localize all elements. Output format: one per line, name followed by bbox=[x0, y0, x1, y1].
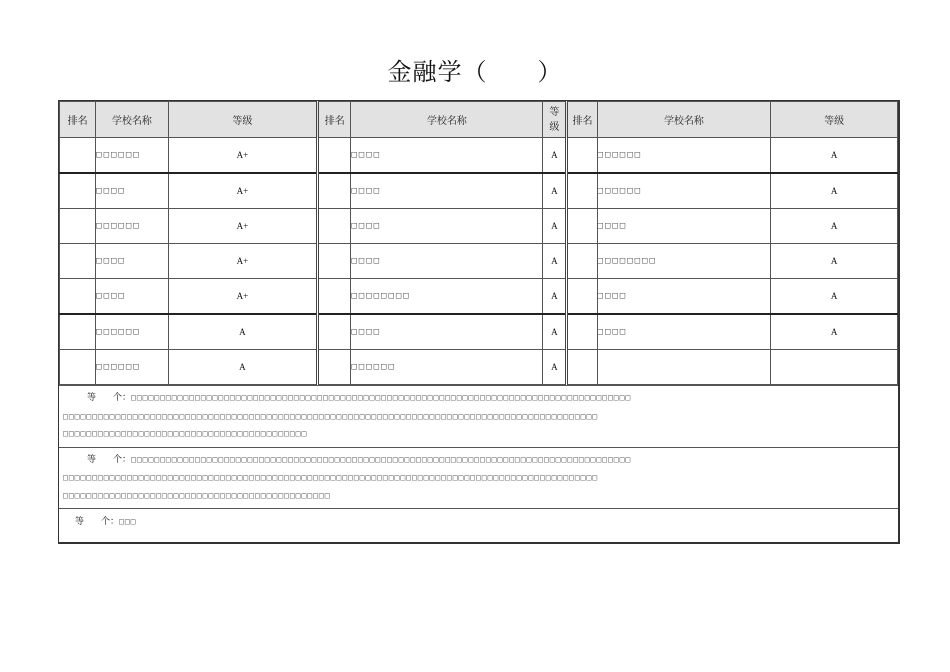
rank-cell bbox=[318, 138, 351, 174]
notes-section bbox=[59, 385, 898, 542]
grade-cell: A bbox=[543, 314, 567, 350]
grade-cell: A bbox=[168, 314, 318, 350]
rank-cell bbox=[567, 209, 597, 244]
table-row bbox=[60, 279, 898, 315]
school-name-cell: □□□□□□□□ bbox=[351, 279, 543, 315]
note-label-b: 个： bbox=[113, 454, 132, 465]
rank-cell bbox=[567, 138, 597, 174]
rank-cell bbox=[567, 314, 597, 350]
header-grade-2-bottom: 级 bbox=[549, 121, 560, 133]
school-name-cell: □□□□ bbox=[351, 244, 543, 279]
note-label-a: 等 bbox=[87, 393, 97, 403]
header-row bbox=[60, 102, 898, 138]
school-name-cell: □□□□□□ bbox=[96, 138, 168, 174]
grade-cell: A+ bbox=[168, 279, 318, 315]
rank-cell bbox=[318, 173, 351, 209]
rank-cell bbox=[318, 350, 351, 385]
rank-cell bbox=[60, 209, 96, 244]
note-label-b: 个： bbox=[101, 517, 120, 527]
grade-cell: A+ bbox=[168, 244, 318, 279]
table-row bbox=[60, 173, 898, 209]
table-row bbox=[60, 350, 898, 385]
school-name-cell: □□□□ bbox=[351, 314, 543, 350]
school-name-cell: □□□□ bbox=[597, 279, 771, 315]
note-label-a: 等 bbox=[75, 517, 85, 527]
grade-cell: A bbox=[771, 173, 898, 209]
school-name-cell: □□□□ bbox=[597, 209, 771, 244]
grade-cell: A bbox=[543, 138, 567, 174]
header-grade-1: 等级 bbox=[168, 102, 318, 138]
table-row bbox=[60, 314, 898, 350]
grade-cell: A bbox=[543, 173, 567, 209]
grade-cell: A bbox=[771, 138, 898, 174]
note-line: □□□□□□□□□□□□□□□□□□□□□□□□□□□□□□□□□□□□□□□□□□□□□□ bbox=[63, 490, 331, 500]
note-block bbox=[59, 386, 898, 448]
school-name-cell: □□□□□□ bbox=[96, 209, 168, 244]
header-rank-3: 排名 bbox=[567, 102, 597, 138]
grade-cell: A bbox=[543, 350, 567, 385]
rank-cell bbox=[60, 279, 96, 315]
school-name-cell: □□□□ bbox=[96, 279, 168, 315]
rank-cell bbox=[567, 244, 597, 279]
header-grade-3: 等级 bbox=[771, 102, 898, 138]
grade-cell: A bbox=[543, 279, 567, 315]
grade-cell: A bbox=[771, 244, 898, 279]
note-label-a: 等 bbox=[87, 454, 97, 465]
rank-cell bbox=[318, 209, 351, 244]
header-grade-2-top: 等 bbox=[549, 106, 560, 118]
rank-cell bbox=[60, 350, 96, 385]
rank-cell bbox=[318, 279, 351, 315]
rank-cell bbox=[567, 279, 597, 315]
rank-cell bbox=[567, 173, 597, 209]
rank-cell bbox=[318, 314, 351, 350]
school-name-cell: □□□□□□ bbox=[351, 350, 543, 385]
page-title: 金融学（ ） bbox=[387, 58, 563, 86]
rank-cell bbox=[60, 314, 96, 350]
grade-cell: A bbox=[771, 209, 898, 244]
rank-cell bbox=[60, 244, 96, 279]
school-name-cell: □□□□□□□□ bbox=[597, 244, 771, 279]
school-name-cell: □□□□ bbox=[351, 173, 543, 209]
ranking-table bbox=[59, 101, 898, 385]
school-name-cell: □□□□□□ bbox=[96, 314, 168, 350]
grade-cell: A bbox=[168, 350, 318, 385]
note-line: □□□ bbox=[119, 517, 137, 526]
rank-cell bbox=[567, 350, 597, 385]
grade-cell: A bbox=[543, 209, 567, 244]
note-line: □□□□□□□□□□□□□□□□□□□□□□□□□□□□□□□□□□□□□□□□□□□□□□□□□□□□□□□□□□□□□□□□□□□□□□□□□□□□□□□□□□□□□□ bbox=[131, 454, 632, 464]
table-row bbox=[60, 244, 898, 279]
rank-cell bbox=[318, 244, 351, 279]
note-label-b: 个： bbox=[113, 393, 132, 403]
header-school-1: 学校名称 bbox=[96, 102, 168, 138]
grade-cell: A bbox=[771, 314, 898, 350]
header-rank-2: 排名 bbox=[318, 102, 351, 138]
school-name-cell: □□□□□□ bbox=[96, 350, 168, 385]
school-name-cell: □□□□□□ bbox=[597, 173, 771, 209]
school-name-cell: □□□□ bbox=[351, 138, 543, 174]
school-name-cell: □□□□□□ bbox=[597, 138, 771, 174]
table-row bbox=[60, 138, 898, 174]
note-line: □□□□□□□□□□□□□□□□□□□□□□□□□□□□□□□□□□□□□□□□□□□□□□□□□□□□□□□□□□□□□□□□□□□□□□□□□□□□□□□□□□□□□□ bbox=[131, 393, 632, 402]
rank-cell bbox=[60, 138, 96, 174]
note-block bbox=[59, 448, 898, 510]
grade-cell: A+ bbox=[168, 209, 318, 244]
grade-cell: A+ bbox=[168, 138, 318, 174]
school-name-cell: □□□□ bbox=[597, 314, 771, 350]
note-block bbox=[59, 509, 898, 542]
ranking-sheet bbox=[58, 100, 900, 544]
school-name-cell: □□□□ bbox=[96, 173, 168, 209]
header-school-3: 学校名称 bbox=[597, 102, 771, 138]
school-name-cell: □□□□ bbox=[351, 209, 543, 244]
header-grade-2 bbox=[543, 102, 567, 138]
grade-cell: A bbox=[771, 279, 898, 315]
header-school-2: 学校名称 bbox=[351, 102, 543, 138]
header-rank-1: 排名 bbox=[60, 102, 96, 138]
note-line: □□□□□□□□□□□□□□□□□□□□□□□□□□□□□□□□□□□□□□□□□□ bbox=[63, 429, 308, 438]
grade-cell bbox=[771, 350, 898, 385]
table-row bbox=[60, 209, 898, 244]
grade-cell: A bbox=[543, 244, 567, 279]
rank-cell bbox=[60, 173, 96, 209]
school-name-cell: □□□□ bbox=[96, 244, 168, 279]
note-line: □□□□□□□□□□□□□□□□□□□□□□□□□□□□□□□□□□□□□□□□□□□□□□□□□□□□□□□□□□□□□□□□□□□□□□□□□□□□□□□□□□□□□□□□□□□□ bbox=[63, 473, 599, 482]
grade-cell: A+ bbox=[168, 173, 318, 209]
note-line: □□□□□□□□□□□□□□□□□□□□□□□□□□□□□□□□□□□□□□□□□□□□□□□□□□□□□□□□□□□□□□□□□□□□□□□□□□□□□□□□□□□□□□□□□□□□ bbox=[63, 411, 599, 421]
school-name-cell bbox=[597, 350, 771, 385]
